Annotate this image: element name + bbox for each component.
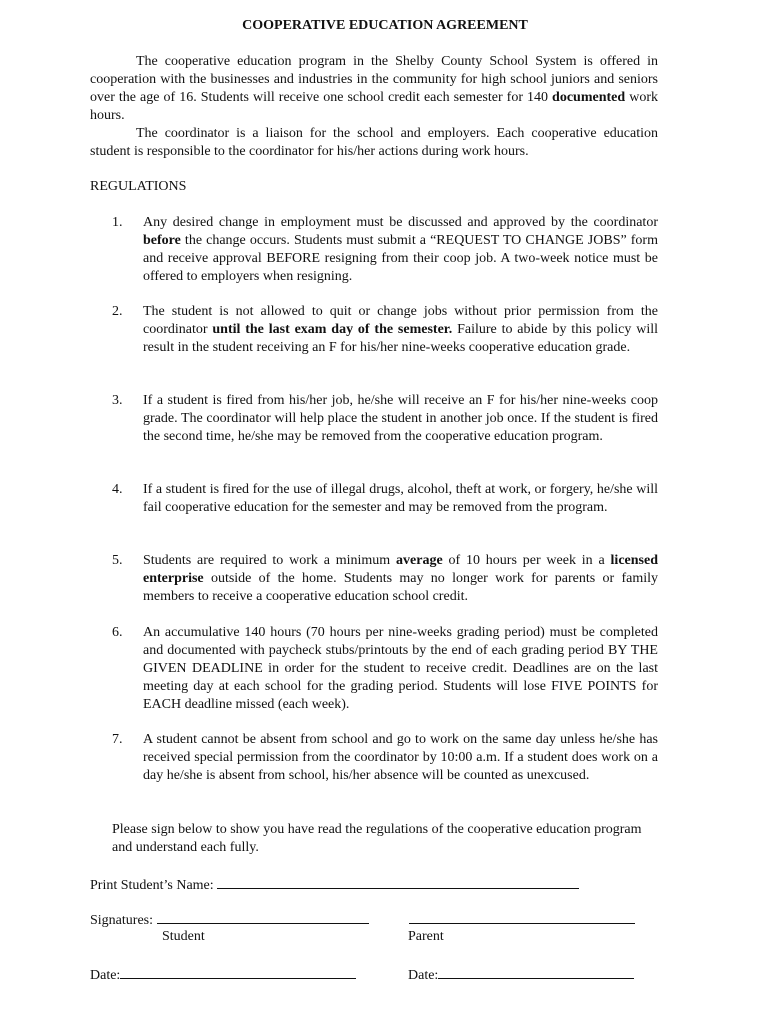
regulation-number: 6. [112, 625, 123, 640]
student-date-field[interactable] [120, 964, 356, 979]
regulation-number: 3. [112, 393, 123, 408]
date-label-parent: Date: [408, 968, 439, 983]
regulation-number: 2. [112, 304, 123, 319]
date-row-student [90, 964, 356, 985]
signatures-label: Signatures: [90, 913, 153, 928]
parent-date-field[interactable] [438, 964, 634, 979]
closing-statement: Please sign below to show you have read the regulations of the cooperative education program and understand each fully. [112, 822, 642, 855]
parent-signature-field[interactable] [409, 909, 635, 924]
parent-label: Parent [408, 929, 444, 944]
regulation-item-5 [112, 552, 658, 606]
print-name-row [90, 874, 579, 895]
regulation-item-2 [112, 303, 658, 357]
print-name-label: Print Student’s Name: [90, 878, 214, 893]
date-row-parent [408, 964, 634, 985]
regulation-text: An accumulative 140 hours (70 hours per nine-weeks grading period) must be completed and documented with paycheck stubs/printouts by the end of each grading period BY THE GIVEN DEADLINE in order for the student to receive credit. Deadlines are on the last meeting day at each school for the grading period. Students will lose FIVE POINTS for EACH deadline missed (each week). [143, 625, 658, 712]
regulation-item-6 [112, 624, 658, 714]
intro-paragraph-1: The cooperative education program in the Shelby County School System is offered in cooperation with the businesses and industries in the community for high school juniors and seniors over the age of 16. Students will receive one school credit each semester for 140 documented work hours. [90, 54, 658, 123]
regulation-text: Students are required to work a minimum average of 10 hours per week in a licensed enterprise outside of the home. Students may no longer work for parents or family members to receive a cooperative education school credit. [143, 553, 658, 604]
regulation-number: 5. [112, 553, 123, 568]
regulation-number: 1. [112, 215, 123, 230]
regulation-text: Any desired change in employment must be discussed and approved by the coordinator before the change occurs. Students must submit a “REQUEST TO CHANGE JOBS” form and receive approval BEFORE resigning from their coop job. A two-week notice must be offered to employers when resigning. [143, 215, 658, 284]
regulation-item-3 [112, 392, 658, 446]
signature-row [90, 909, 369, 930]
print-name-field[interactable] [217, 874, 579, 889]
regulation-item-7 [112, 731, 658, 785]
student-label: Student [162, 929, 205, 944]
document-title: COOPERATIVE EDUCATION AGREEMENT [242, 18, 528, 33]
regulation-item-4 [112, 481, 658, 517]
regulation-text: If a student is fired from his/her job, he/she will receive an F for his/her nine-weeks coop grade. The coordinator will help place the student in another job once. If the student is fired the second time, he/she may be removed from the cooperative education program. [143, 393, 658, 444]
regulation-number: 4. [112, 482, 123, 497]
date-label-student: Date: [90, 968, 121, 983]
regulation-text: If a student is fired for the use of illegal drugs, alcohol, theft at work, or forgery, he/she will fail cooperative education for the semester and may be removed from the program. [143, 482, 658, 515]
regulation-item-1 [112, 214, 658, 286]
regulations-heading: REGULATIONS [90, 179, 187, 194]
student-signature-field[interactable] [157, 909, 369, 924]
intro-paragraph-2: The coordinator is a liaison for the school and employers. Each cooperative education student is responsible to the coordinator for his/her actions during work hours. [90, 126, 658, 159]
intro-section [90, 53, 658, 161]
regulation-number: 7. [112, 732, 123, 747]
regulation-text: A student cannot be absent from school and go to work on the same day unless he/she has received special permission from the coordinator by 10:00 a.m. If a student does work on a day he/she is absent from school, his/her absence will be counted as unexcused. [143, 732, 658, 783]
regulation-text: The student is not allowed to quit or change jobs without prior permission from the coordinator until the last exam day of the semester. Failure to abide by this policy will result in the student receiving an F for his/her nine-weeks cooperative education grade. [143, 304, 658, 355]
